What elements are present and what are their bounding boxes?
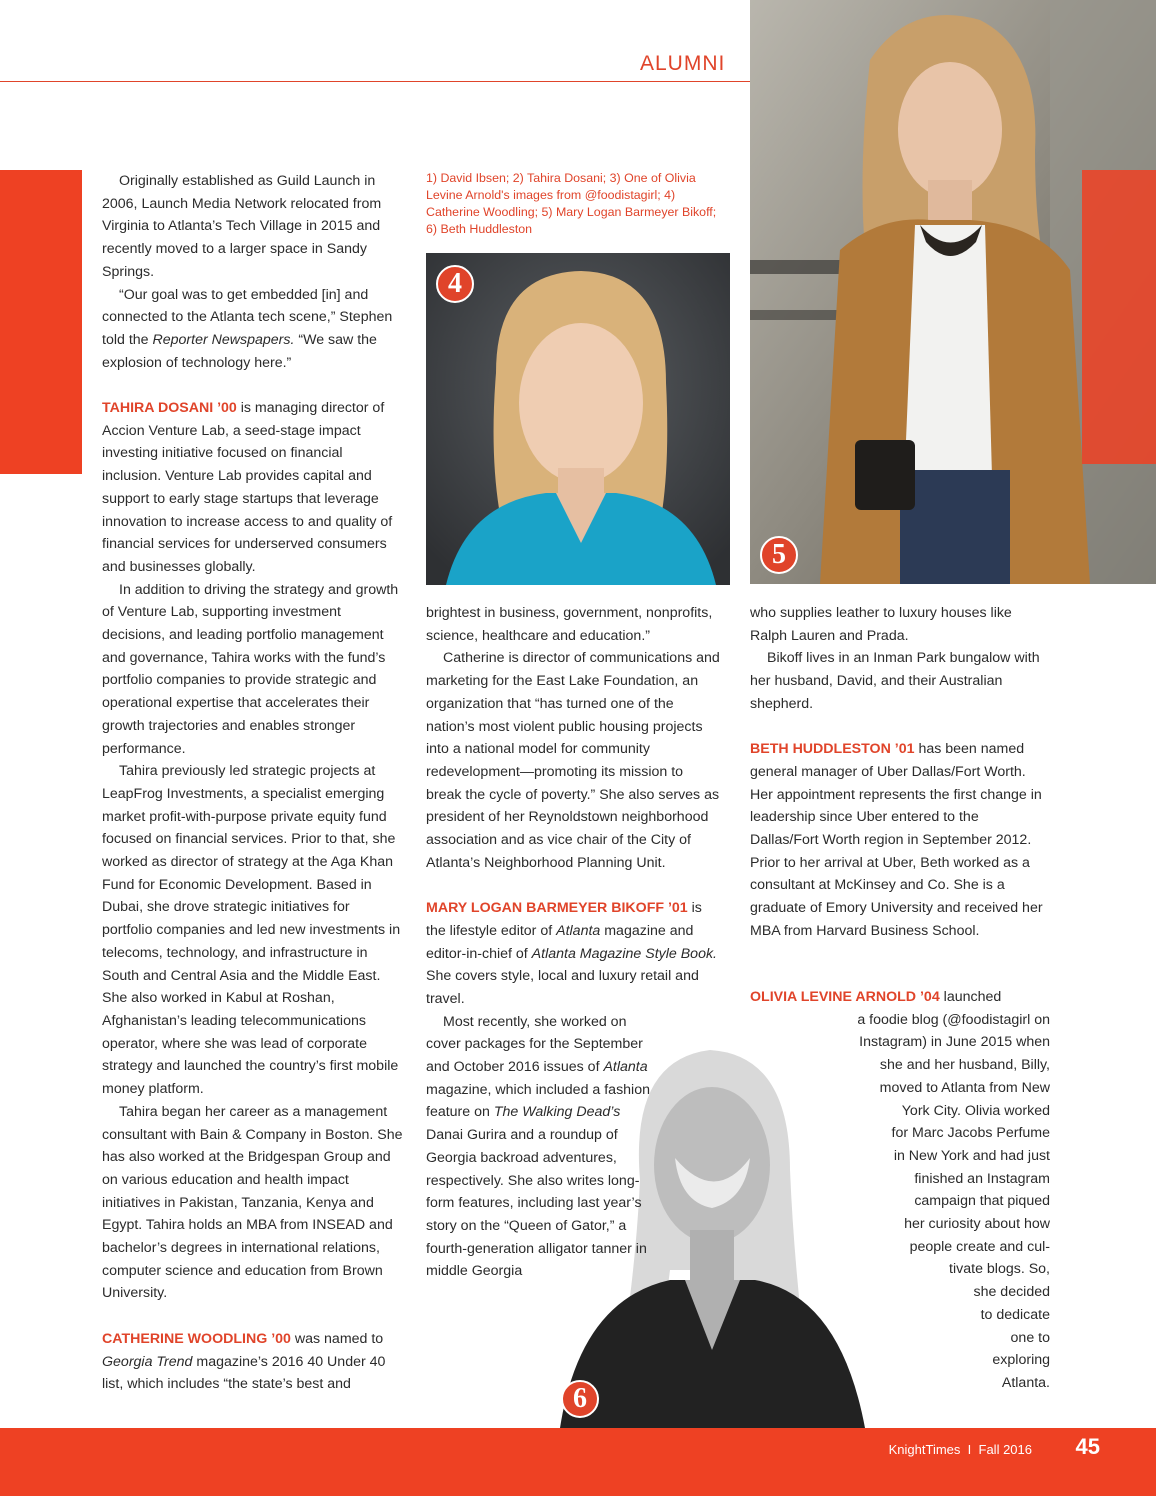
paragraph [102,1328,404,1396]
paragraph: Tahira began her career as a management consultant with Bain & Company in Boston. She has also worked at the Bridgespan Group and on various education and health impact initiatives in Pakistan, Tanzania, Kenya and Egypt. Tahira holds an MBA from INSEAD and bachelor’s degrees in international relations, computer science and education from Brown University. [102,1103,403,1302]
publication-name: Atlanta Magazine Style Book. [531,945,718,962]
text-line: moved to Atlanta from New [879,1079,1050,1096]
publication-name: Atlanta [603,1059,648,1076]
right-accent-bar [1082,170,1156,464]
separator: I [967,1442,972,1457]
paragraph: Tahira previously led strategic projects at LeapFrog Investments, a specialist emerging market profit-with-purpose private equity fund focused on financial services. Prior to that, she worked as director of strategy at the Aga Khan Fund for Economic Development. Based in Dubai, she drove strategic initiatives for portfolio companies and led new investments in telecoms, technology, and infrastructure in South and Central Asia and the Middle East. She also worked in Kabul at Roshan, Afghanistan’s leading telecommunications operator, where she was lead of corporate strategy and launched the country’s first mobile money platform. [102,763,401,1098]
paragraph [426,897,720,1011]
publication-name: The Walking Dead’s [493,1104,621,1121]
text-line: exploring [992,1352,1050,1369]
text-line: campaign that piqued [914,1193,1050,1210]
photo-caption: 1) David Ibsen; 2) Tahira Dosani; 3) One of Olivia Levine Arnold's images from @foodistagirl; 4) Catherine Woodling; 5) Mary Logan Barmeyer Bikoff; 6) Beth Huddleston [426,171,717,236]
text-line [750,986,1050,1009]
issue-label: Fall 2016 [978,1442,1032,1457]
text-line: finished an Instagram [914,1170,1050,1187]
publication-name: Georgia Trend [102,1353,193,1370]
paragraph [102,284,404,375]
paragraph: who supplies leather to luxury houses like Ralph Lauren and Prada. [750,605,1012,644]
text: “We saw the explosion of technology here.” [102,331,377,371]
olivia-paragraph [750,986,1050,1395]
text-line: to dedicate [980,1306,1050,1323]
text: magazine, which included a fashion feature on [426,1081,650,1121]
paragraph [426,1011,658,1283]
alumni-name-mary-logan-barmeyer-bikoff: MARY LOGAN BARMEYER BIKOFF ’01 [426,900,688,917]
text-line: she decided [973,1284,1050,1301]
paragraph: Bikoff lives in an Inman Park bungalow with her husband, David, and their Australian shepherd. [750,650,1040,712]
article-column-3 [750,602,1046,943]
alumni-name-olivia-levine-arnold: OLIVIA LEVINE ARNOLD ’04 [750,989,940,1005]
text-line: York City. Olivia worked [901,1102,1050,1119]
paragraph [750,738,1046,942]
text-line: one to [1010,1329,1050,1346]
publication-name: Reporter Newspapers. [152,331,295,348]
publication-title: KnightTimes [888,1442,961,1457]
publication-name: Atlanta [556,922,601,939]
text: “Our goal was to get embedded [in] and connected to the Atlanta tech scene,” Stephen told the [102,286,393,348]
text: launched [939,989,1002,1005]
text: is managing director of Accion Venture Lab, a seed-stage impact investing initiative focused on financial inclusion. Venture Lab provides capital and support to early stage startups that leverage innovation to increase access to and quality of financial services for underserved consumers and businesses globally. [102,400,393,575]
paragraph: In addition to driving the strategy and growth of Venture Lab, supporting investment decisions, and leading portfolio management and governance, Tahira works with the fund’s portfolio companies to provide strategic and operational expertise that accelerates their growth trajectories and enables stronger performance. [102,581,399,757]
text: She covers style, local and luxury retail and travel. [426,968,699,1007]
photo-number-5: 5 [760,536,798,574]
text: was named to [290,1330,384,1347]
alumni-name-beth-huddleston: BETH HUDDLESTON ’01 [750,741,915,758]
photo-number-4: 4 [436,265,474,303]
text-line: her curiosity about how [904,1216,1050,1233]
paragraph [102,397,404,579]
header-rule [0,81,750,82]
text-line: Atlanta. [1001,1374,1050,1391]
section-label: ALUMNI [640,52,726,75]
article-column-1 [102,170,404,1396]
footer-publication [889,1442,1032,1457]
paragraph: Catherine is director of communications and marketing for the East Lake Foundation, an organization that “has turned one of the nation’s most violent public housing projects into a national model for community redevelopment—promoting its mission to break the cycle of poverty.” She also serves as president of her Reynoldstown neighborhood association and as vice chair of the City of Atlanta’s Neighborhood Planning Unit. [426,650,720,871]
text: has been named general manager of Uber Dallas/Fort Worth. Her appointment represents the first change in leadership since Uber entered to the Dallas/Fort Worth region in September 2012. Prior to her arrival at Uber, Beth worked as a consultant at McKinsey and Co. She is a graduate of Emory University and received her MBA from Harvard Business School. [750,741,1043,939]
photo-number-6: 6 [561,1380,599,1418]
text: Danai Gurira and a roundup of Georgia backroad adventures, respectively. She also writes long-form features, including last year’s story on the “Queen of Gator,” a fourth-generation alligator tanner in middle Georgia [426,1127,647,1280]
text-line: for Marc Jacobs Perfume [891,1125,1050,1142]
text-line: tivate blogs. So, [949,1261,1050,1278]
article-column-2 [426,602,720,1283]
text-line: she and her husband, Billy, [879,1057,1050,1074]
text-line: a foodie blog (@foodistagirl on [857,1011,1050,1028]
text: magazine’s 2016 40 Under 40 list, which includes “the state’s best and [102,1353,386,1393]
page-number: 45 [1075,1434,1100,1459]
text: is the lifestyle editor of [426,900,702,939]
footer-bar [0,1428,1156,1496]
text: Most recently, she worked on cover packages for the September and October 2016 issues of [426,1013,643,1076]
text-line: Instagram) in June 2015 when [859,1034,1050,1051]
text: magazine and editor-in-chief of [426,922,694,962]
paragraph: Originally established as Guild Launch in 2006, Launch Media Network relocated from Virginia to Atlanta’s Tech Village in 2015 and recently moved to a larger space in Sandy Springs. [102,173,382,280]
paragraph: brightest in business, government, nonprofits, science, healthcare and education.” [426,605,713,644]
alumni-name-catherine-woodling: CATHERINE WOODLING ’00 [102,1330,291,1347]
photo-catherine-woodling [426,253,730,585]
text-line: people create and cul- [909,1238,1050,1255]
left-accent-bar [0,170,82,474]
text-line: in New York and had just [893,1147,1050,1164]
alumni-name-tahira-dosani: TAHIRA DOSANI ’00 [102,400,237,417]
